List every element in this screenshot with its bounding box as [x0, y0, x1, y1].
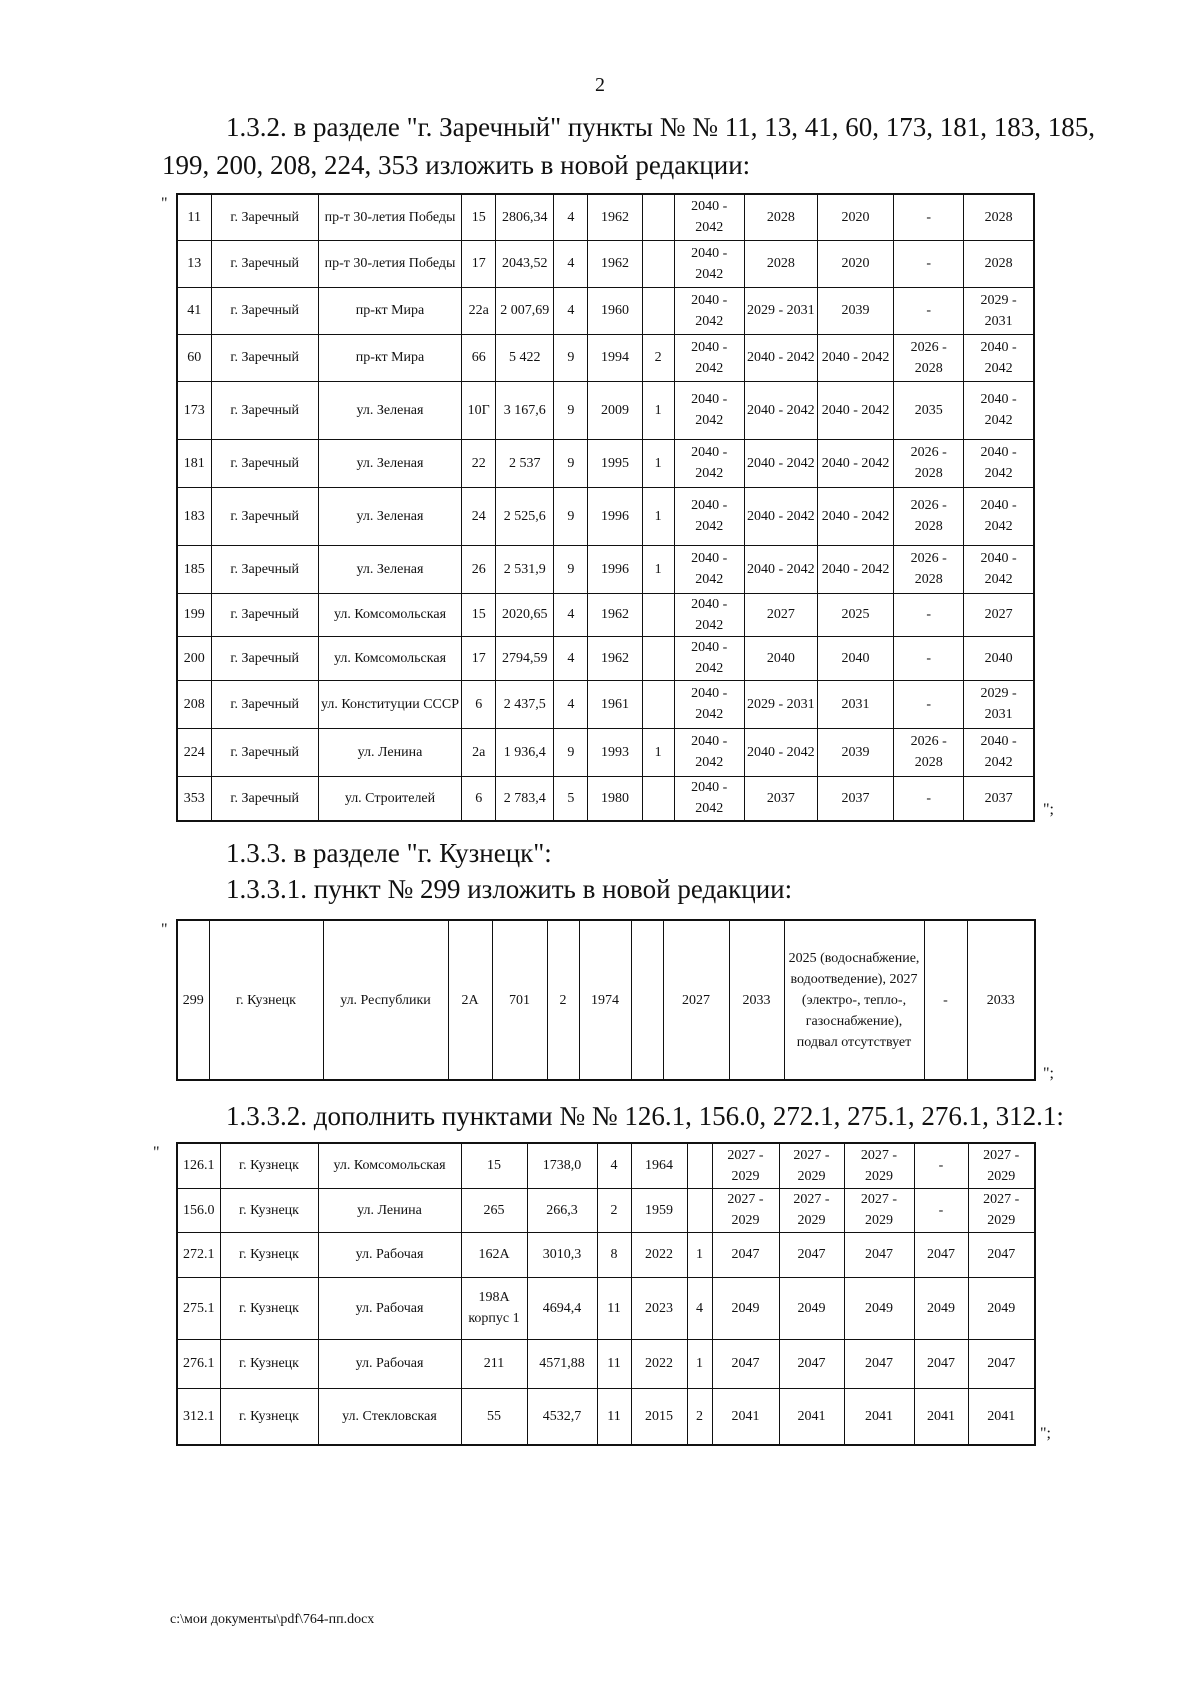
table-cell: г. Заречный [211, 487, 318, 545]
table-cell: 266,3 [527, 1188, 597, 1232]
table-row [177, 439, 1034, 487]
table-cell: 275.1 [177, 1277, 220, 1339]
table-1-open-quote: " [161, 195, 168, 212]
table-1-close-quote: "; [1043, 801, 1054, 818]
table-cell: 2020,65 [496, 593, 554, 636]
table-cell: ул. Рабочая [318, 1339, 461, 1388]
table-cell: 2041 [779, 1388, 844, 1445]
table-cell: 2047 [968, 1339, 1035, 1388]
section-1-line-2: 199, 200, 208, 224, 353 изложить в новой редакции: [162, 150, 751, 180]
table-row [177, 287, 1034, 334]
table-cell: 66 [462, 334, 496, 381]
table-cell: 208 [177, 680, 211, 728]
table-cell: 1996 [588, 487, 642, 545]
table-cell: 1 [687, 1339, 712, 1388]
table-cell: г. Кузнецк [220, 1277, 318, 1339]
table-3-open-quote: " [153, 1144, 160, 1161]
table-cell: 2022 [631, 1339, 687, 1388]
table-cell: 2 531,9 [496, 545, 554, 593]
table-cell: 9 [554, 545, 588, 593]
table-cell: 2029 - 2031 [964, 680, 1034, 728]
table-cell: 2047 [844, 1339, 914, 1388]
section-1-line-1: 1.3.2. в разделе "г. Заречный" пункты № № 11, 13, 41, 60, 173, 181, 183, 185, [226, 112, 1095, 142]
table-cell: 2040 - 2042 [964, 439, 1034, 487]
table-kuznetsk-additions [176, 1142, 1036, 1446]
table-cell: 2027 - 2029 [844, 1143, 914, 1188]
table-cell: 2А [448, 920, 492, 1080]
table-cell: 2040 - 2042 [744, 439, 817, 487]
table-cell: г. Кузнецк [220, 1339, 318, 1388]
table-cell: - [894, 194, 964, 240]
table-cell: 2040 - 2042 [817, 381, 893, 439]
page-number: 2 [595, 74, 605, 96]
table-cell: г. Кузнецк [220, 1188, 318, 1232]
table-cell: ул. Зеленая [318, 487, 461, 545]
table-cell: 15 [461, 1143, 527, 1188]
table-cell: - [894, 776, 964, 821]
table-cell: 10Г [462, 381, 496, 439]
table-cell: ул. Комсомольская [318, 593, 461, 636]
table-cell: 2040 - 2042 [744, 334, 817, 381]
table-cell: 2047 [779, 1232, 844, 1277]
table-cell: 272.1 [177, 1232, 220, 1277]
table-cell: 1 [687, 1232, 712, 1277]
table-cell: - [914, 1143, 968, 1188]
table-cell: г. Кузнецк [220, 1232, 318, 1277]
table-row [177, 487, 1034, 545]
table-cell: 2047 [914, 1339, 968, 1388]
table-cell: 55 [461, 1388, 527, 1445]
table-cell: 299 [177, 920, 209, 1080]
table-cell: г. Заречный [211, 593, 318, 636]
table-row [177, 240, 1034, 287]
table-cell: 3 167,6 [496, 381, 554, 439]
table-cell: 2028 [744, 240, 817, 287]
table-cell: 2009 [588, 381, 642, 439]
table-cell: 2а [462, 728, 496, 776]
section-3-line: 1.3.3.2. дополнить пунктами № № 126.1, 156.0, 272.1, 275.1, 276.1, 312.1: [226, 1101, 1064, 1131]
table-cell: 198А корпус 1 [461, 1277, 527, 1339]
table-cell: 2040 - 2042 [674, 439, 744, 487]
table-cell: 2 783,4 [496, 776, 554, 821]
table-cell: 183 [177, 487, 211, 545]
table-cell: 2040 - 2042 [744, 728, 817, 776]
table-cell: 2027 - 2029 [968, 1143, 1035, 1188]
table-cell: 2029 - 2031 [744, 680, 817, 728]
table-row [177, 680, 1034, 728]
table-cell: ул. Республики [323, 920, 448, 1080]
table-cell [642, 680, 674, 728]
table-cell: 1 [642, 439, 674, 487]
table-cell: 41 [177, 287, 211, 334]
table-cell: 2033 [967, 920, 1035, 1080]
section-2-subheading: 1.3.3.1. пункт № 299 изложить в новой редакции: [226, 874, 793, 904]
table-cell: ул. Ленина [318, 728, 461, 776]
table-row [177, 194, 1034, 240]
table-cell: 13 [177, 240, 211, 287]
table-row [177, 545, 1034, 593]
table-cell: 1962 [588, 240, 642, 287]
table-cell: 4 [554, 636, 588, 680]
table-cell: 9 [554, 334, 588, 381]
table-cell: 1 [642, 381, 674, 439]
table-cell: 4 [554, 194, 588, 240]
table-cell: ул. Конституции СССР [318, 680, 461, 728]
table-cell: 2027 [744, 593, 817, 636]
table-cell: ул. Строителей [318, 776, 461, 821]
table-cell: - [924, 920, 967, 1080]
table-cell: 2049 [712, 1277, 779, 1339]
table-cell: 11 [177, 194, 211, 240]
table-cell: 2026 - 2028 [894, 728, 964, 776]
table-cell: 2047 [844, 1232, 914, 1277]
table-row [177, 636, 1034, 680]
table-cell: 1994 [588, 334, 642, 381]
table-cell: г. Заречный [211, 240, 318, 287]
table-cell: г. Заречный [211, 545, 318, 593]
table-cell: 1974 [579, 920, 631, 1080]
table-cell: г. Заречный [211, 776, 318, 821]
table-cell: ул. Ленина [318, 1188, 461, 1232]
table-cell: 11 [597, 1277, 631, 1339]
table-cell: 15 [462, 593, 496, 636]
table-cell: 17 [462, 636, 496, 680]
table-cell: 181 [177, 439, 211, 487]
table-cell: 224 [177, 728, 211, 776]
table-cell [642, 287, 674, 334]
table-cell: 1959 [631, 1188, 687, 1232]
table-cell: 2040 - 2042 [817, 334, 893, 381]
table-cell [642, 240, 674, 287]
table-cell: 4 [687, 1277, 712, 1339]
table-cell: 4694,4 [527, 1277, 597, 1339]
table-cell: 199 [177, 593, 211, 636]
table-cell: 2047 [712, 1339, 779, 1388]
table-cell: 9 [554, 728, 588, 776]
table-cell: 2026 - 2028 [894, 545, 964, 593]
table-row [177, 1188, 1035, 1232]
table-cell: 2035 [894, 381, 964, 439]
table-cell: 126.1 [177, 1143, 220, 1188]
table-cell: пр-т 30-летия Победы [318, 240, 461, 287]
table-cell: 2037 [964, 776, 1034, 821]
table-cell: 17 [462, 240, 496, 287]
table-cell: 2015 [631, 1388, 687, 1445]
table-cell: - [894, 636, 964, 680]
table-cell: 2 525,6 [496, 487, 554, 545]
table-cell: 2027 [964, 593, 1034, 636]
table-row [177, 1277, 1035, 1339]
table-cell: пр-т 30-летия Победы [318, 194, 461, 240]
table-cell: 2040 - 2042 [674, 680, 744, 728]
table-cell: 5 [554, 776, 588, 821]
table-cell: 2 [597, 1188, 631, 1232]
table-cell: 2040 - 2042 [674, 240, 744, 287]
table-cell: 2047 [712, 1232, 779, 1277]
table-cell: 2039 [817, 287, 893, 334]
file-path-footer: c:\мои документы\pdf\764-пп.docx [170, 1612, 375, 1627]
table-cell: 2049 [779, 1277, 844, 1339]
table-cell: 2039 [817, 728, 893, 776]
table-kuznetsk-299 [176, 919, 1036, 1081]
table-cell: 2031 [817, 680, 893, 728]
table-cell: 2043,52 [496, 240, 554, 287]
table-cell: 2025 (водоснабжение, водоотведение), 2027 (электро-, тепло-, газоснабжение), подвал отсутствует [784, 920, 924, 1080]
table-cell: г. Заречный [211, 728, 318, 776]
table-cell: 5 422 [496, 334, 554, 381]
table-cell: 4571,88 [527, 1339, 597, 1388]
table-cell: пр-кт Мира [318, 287, 461, 334]
table-row [177, 1143, 1035, 1188]
table-cell: 4 [554, 287, 588, 334]
table-cell: 2040 - 2042 [674, 487, 744, 545]
table-cell: 2040 - 2042 [674, 593, 744, 636]
table-cell: 2049 [914, 1277, 968, 1339]
table-cell: 22а [462, 287, 496, 334]
table-row [177, 1232, 1035, 1277]
table-cell: 9 [554, 487, 588, 545]
table-cell [687, 1188, 712, 1232]
table-cell: 2040 - 2042 [964, 487, 1034, 545]
table-cell: 15 [462, 194, 496, 240]
table-2-close-quote: "; [1043, 1065, 1054, 1082]
table-cell: 2026 - 2028 [894, 487, 964, 545]
table-cell: г. Заречный [211, 381, 318, 439]
table-cell: 9 [554, 439, 588, 487]
table-cell: - [894, 287, 964, 334]
table-cell: 2040 - 2042 [674, 334, 744, 381]
table-cell: 1993 [588, 728, 642, 776]
table-cell [642, 593, 674, 636]
table-cell: ул. Рабочая [318, 1277, 461, 1339]
table-cell: 26 [462, 545, 496, 593]
table-cell: 2 [687, 1388, 712, 1445]
table-cell: 2026 - 2028 [894, 439, 964, 487]
table-cell: 200 [177, 636, 211, 680]
table-cell: 1 [642, 487, 674, 545]
table-cell: ул. Рабочая [318, 1232, 461, 1277]
table-2-open-quote: " [161, 921, 168, 938]
table-cell: г. Заречный [211, 636, 318, 680]
table-cell: 2 537 [496, 439, 554, 487]
table-cell: 1 [642, 728, 674, 776]
table-row [177, 920, 1035, 1080]
table-cell: 2040 - 2042 [964, 545, 1034, 593]
table-cell: г. Заречный [211, 194, 318, 240]
table-cell: ул. Зеленая [318, 381, 461, 439]
table-cell: г. Заречный [211, 287, 318, 334]
table-cell: 2 [547, 920, 579, 1080]
table-cell: 2040 - 2042 [964, 728, 1034, 776]
table-cell: 2027 - 2029 [844, 1188, 914, 1232]
section-2-heading: 1.3.3. в разделе "г. Кузнецк": [226, 838, 552, 868]
table-cell: г. Кузнецк [220, 1388, 318, 1445]
table-cell: 6 [462, 776, 496, 821]
table-cell [687, 1143, 712, 1188]
table-cell: 2040 - 2042 [964, 334, 1034, 381]
table-cell: 185 [177, 545, 211, 593]
table-cell: 2047 [914, 1232, 968, 1277]
table-cell: 2041 [712, 1388, 779, 1445]
table-cell: 2029 - 2031 [964, 287, 1034, 334]
table-cell: 2028 [744, 194, 817, 240]
table-cell: 1996 [588, 545, 642, 593]
table-cell: 2020 [817, 240, 893, 287]
table-cell: 2040 - 2042 [674, 545, 744, 593]
table-cell: 2 [642, 334, 674, 381]
table-cell: 4 [554, 593, 588, 636]
table-cell: 2 437,5 [496, 680, 554, 728]
table-cell: 265 [461, 1188, 527, 1232]
table-cell: г. Заречный [211, 439, 318, 487]
table-cell: - [894, 240, 964, 287]
table-cell: 2027 - 2029 [712, 1188, 779, 1232]
table-cell: 2040 - 2042 [674, 636, 744, 680]
table-cell: 1962 [588, 593, 642, 636]
table-cell: 162А [461, 1232, 527, 1277]
table-cell: - [914, 1188, 968, 1232]
table-cell: г. Кузнецк [220, 1143, 318, 1188]
table-cell: 4 [554, 240, 588, 287]
table-cell: 1 936,4 [496, 728, 554, 776]
table-cell: ул. Комсомольская [318, 1143, 461, 1188]
table-cell [642, 194, 674, 240]
table-cell: 2040 [744, 636, 817, 680]
table-cell: пр-кт Мира [318, 334, 461, 381]
table-cell: 2049 [844, 1277, 914, 1339]
table-cell: 2049 [968, 1277, 1035, 1339]
table-cell: ул. Зеленая [318, 439, 461, 487]
table-cell: 2040 - 2042 [674, 287, 744, 334]
table-cell: 2037 [744, 776, 817, 821]
table-cell: 2040 - 2042 [674, 728, 744, 776]
table-cell: 2033 [729, 920, 784, 1080]
table-cell: 60 [177, 334, 211, 381]
table-cell: 2040 - 2042 [744, 545, 817, 593]
table-cell: 1 [642, 545, 674, 593]
table-row [177, 1388, 1035, 1445]
table-cell: 2040 - 2042 [744, 487, 817, 545]
table-cell: 173 [177, 381, 211, 439]
table-cell: 2040 [817, 636, 893, 680]
table-cell: 701 [492, 920, 547, 1080]
table-cell: 1961 [588, 680, 642, 728]
table-cell: 1995 [588, 439, 642, 487]
table-cell: 2040 [964, 636, 1034, 680]
table-cell: 2040 - 2042 [674, 776, 744, 821]
table-cell: 2040 - 2042 [817, 487, 893, 545]
table-cell: 1960 [588, 287, 642, 334]
table-3-close-quote: "; [1040, 1425, 1051, 1442]
table-cell: 2029 - 2031 [744, 287, 817, 334]
table-cell: - [894, 593, 964, 636]
table-cell: 2794,59 [496, 636, 554, 680]
table-cell: 2027 - 2029 [968, 1188, 1035, 1232]
table-cell: 276.1 [177, 1339, 220, 1388]
table-cell: 4 [554, 680, 588, 728]
table-cell: 22 [462, 439, 496, 487]
table-cell [642, 636, 674, 680]
table-cell: 24 [462, 487, 496, 545]
table-row [177, 381, 1034, 439]
table-cell: 2040 - 2042 [744, 381, 817, 439]
table-cell: ул. Комсомольская [318, 636, 461, 680]
table-cell: 3010,3 [527, 1232, 597, 1277]
table-cell: 2041 [914, 1388, 968, 1445]
table-zarechny [176, 193, 1035, 822]
table-cell: 11 [597, 1339, 631, 1388]
table-cell: 1980 [588, 776, 642, 821]
table-cell: 353 [177, 776, 211, 821]
table-cell: г. Заречный [211, 680, 318, 728]
table-cell: 312.1 [177, 1388, 220, 1445]
table-cell: 2028 [964, 240, 1034, 287]
table-cell: 1964 [631, 1143, 687, 1188]
table-row [177, 728, 1034, 776]
table-cell [631, 920, 663, 1080]
table-cell: г. Заречный [211, 334, 318, 381]
table-cell: 2041 [844, 1388, 914, 1445]
table-cell: 4 [597, 1143, 631, 1188]
table-row [177, 593, 1034, 636]
table-cell: ул. Стекловская [318, 1388, 461, 1445]
table-cell: 2026 - 2028 [894, 334, 964, 381]
table-cell: 2027 - 2029 [779, 1143, 844, 1188]
table-cell: 2037 [817, 776, 893, 821]
table-cell: 8 [597, 1232, 631, 1277]
table-cell: 2040 - 2042 [964, 381, 1034, 439]
table-cell: 2040 - 2042 [817, 545, 893, 593]
table-cell: 2025 [817, 593, 893, 636]
table-cell: 2047 [968, 1232, 1035, 1277]
table-cell: 2 007,69 [496, 287, 554, 334]
table-cell: 4532,7 [527, 1388, 597, 1445]
table-cell: 2022 [631, 1232, 687, 1277]
table-cell: 2040 - 2042 [674, 381, 744, 439]
table-cell: 211 [461, 1339, 527, 1388]
table-cell: 2040 - 2042 [817, 439, 893, 487]
table-cell: 2027 - 2029 [712, 1143, 779, 1188]
table-cell: 2027 [663, 920, 729, 1080]
table-cell: 1962 [588, 194, 642, 240]
table-cell: 6 [462, 680, 496, 728]
table-cell: 2027 - 2029 [779, 1188, 844, 1232]
table-row [177, 1339, 1035, 1388]
table-cell: 2047 [779, 1339, 844, 1388]
table-cell: 2806,34 [496, 194, 554, 240]
table-cell: 2023 [631, 1277, 687, 1339]
table-cell: ул. Зеленая [318, 545, 461, 593]
table-cell: 156.0 [177, 1188, 220, 1232]
table-cell: 2041 [968, 1388, 1035, 1445]
table-row [177, 776, 1034, 821]
table-cell: 1738,0 [527, 1143, 597, 1188]
table-row [177, 334, 1034, 381]
table-cell [642, 776, 674, 821]
table-cell: 11 [597, 1388, 631, 1445]
table-cell: г. Кузнецк [209, 920, 323, 1080]
table-cell: - [894, 680, 964, 728]
table-cell: 9 [554, 381, 588, 439]
table-cell: 1962 [588, 636, 642, 680]
table-cell: 2028 [964, 194, 1034, 240]
table-cell: 2040 - 2042 [674, 194, 744, 240]
table-cell: 2020 [817, 194, 893, 240]
